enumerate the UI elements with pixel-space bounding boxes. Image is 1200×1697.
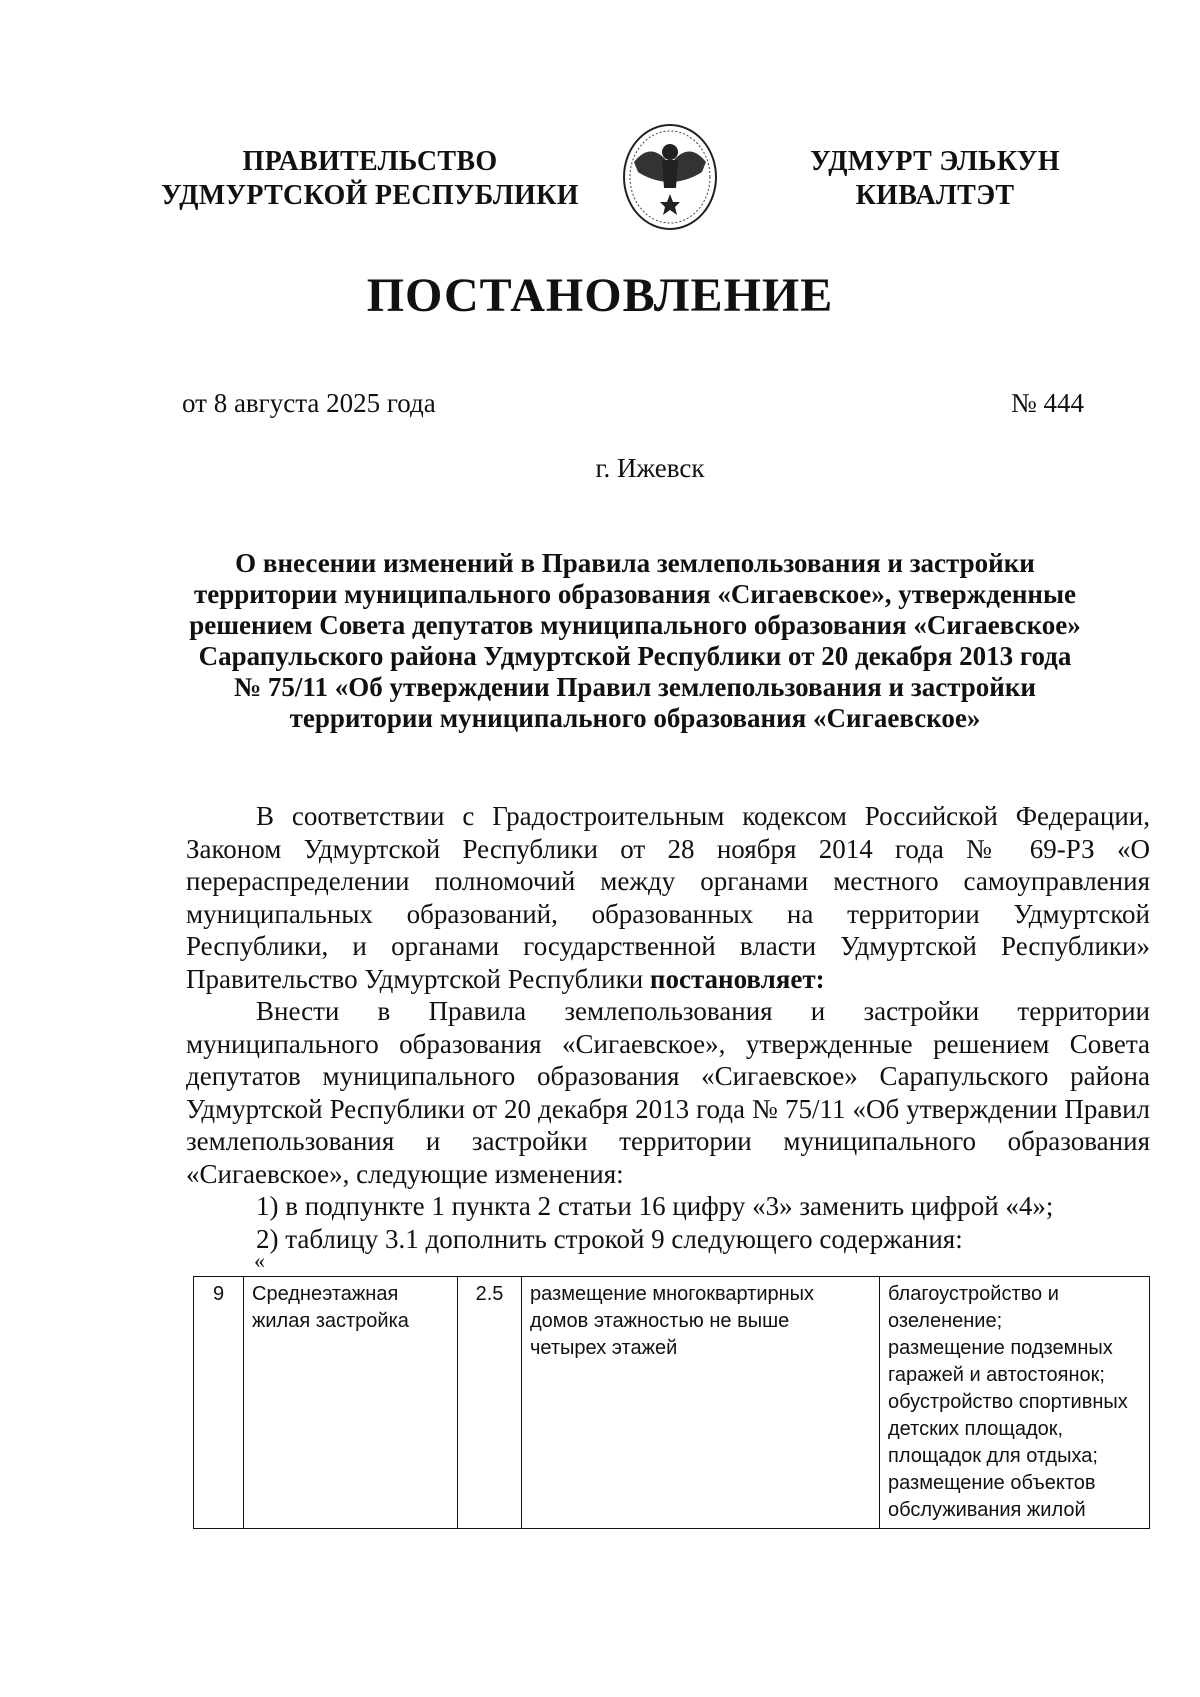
cell-use-name: Среднеэтажная жилая застройка — [244, 1277, 458, 1529]
table-row — [194, 1277, 1150, 1529]
quote-open-mark: « — [254, 1248, 265, 1273]
org-name-udmurt — [765, 145, 1105, 213]
aux-use-item: благоустройство и озеленение; — [888, 1283, 1059, 1332]
amendment-item-1: 1) в подпункте 1 пункта 2 статьи 16 цифру «3» заменить цифрой «4»; — [256, 1191, 1054, 1221]
heading-line: решением Совета депутатов муниципального образования «Сигаевское» — [189, 610, 1081, 640]
heading-line: Сарапульского района Удмуртской Республики от 20 декабря 2013 года — [198, 641, 1072, 671]
document-city: г. Ижевск — [595, 453, 705, 483]
aux-use-item: размещение подземных гаражей и автостоянок; — [888, 1337, 1113, 1386]
org-right-line-2: КИВАЛТЭТ — [855, 180, 1015, 211]
org-right-line-1: УДМУРТ ЭЛЬКУН — [810, 146, 1060, 177]
preamble-paragraph — [186, 800, 1150, 995]
org-left-line-2: УДМУРТСКОЙ РЕСПУБЛИКИ — [161, 180, 579, 211]
heading-line: территории муниципального образования «Сигаевское» — [289, 703, 981, 733]
org-left-line-1: ПРАВИТЕЛЬСТВО — [242, 146, 498, 177]
heading-line: территории муниципального образования «Сигаевское», утвержденные — [193, 579, 1077, 609]
udmurtia-emblem-icon — [620, 122, 720, 232]
org-name-russian — [160, 145, 580, 213]
cell-description: размещение многоквартирных домов этажностью не выше четырех этажей — [522, 1277, 880, 1529]
aux-use-item: размещение объектов обслуживания жилой — [888, 1472, 1096, 1521]
document-heading — [140, 548, 1130, 734]
amendment-item-2: 2) таблицу 3.1 дополнить строкой 9 следующего содержания: — [256, 1223, 963, 1254]
document-title: ПОСТАНОВЛЕНИЕ — [366, 269, 834, 322]
amendment-paragraph: Внести в Правила землепользования и застройки территории муниципального образования «Сигаевское», утвержденные решением Совета депутатов муниципального образования «Сигаевское» Сарапульского района Удмуртской Республики от 20 декабря 2013 года № 75/11 «Об утверждении Правил землепользования и застройки территории муниципального образования «Сигаевское», следующие изменения: — [186, 996, 1150, 1189]
cell-row-number: 9 — [194, 1277, 244, 1529]
heading-line: № 75/11 «Об утверждении Правил землепользования и застройки — [234, 672, 1036, 702]
preamble-text: В соответствии с Градостроительным кодексом Российской Федерации, Законом Удмуртской Республики от 28 ноября 2014 года № 69-РЗ «О перераспределении полномочий между органами местного самоуправления муниципальных образований, образованных на территории Удмуртской Республики, и органами государственной власти Удмуртской Республики» Правительство Удмуртской Республики — [186, 801, 1150, 994]
heading-line: О внесении изменений в Правила землепользования и застройки — [235, 548, 1035, 578]
aux-use-item: обустройство спортивных детских площадок, площадок для отдыха; — [888, 1391, 1128, 1467]
document-number: № 444 — [1010, 388, 1084, 418]
document-body — [186, 800, 1150, 1255]
land-use-table — [193, 1276, 1149, 1529]
document-date: от 8 августа 2025 года — [182, 388, 436, 418]
cell-auxiliary-uses — [880, 1277, 1150, 1529]
cell-use-code: 2.5 — [458, 1277, 522, 1529]
decree-verb: постановляет: — [649, 963, 825, 994]
